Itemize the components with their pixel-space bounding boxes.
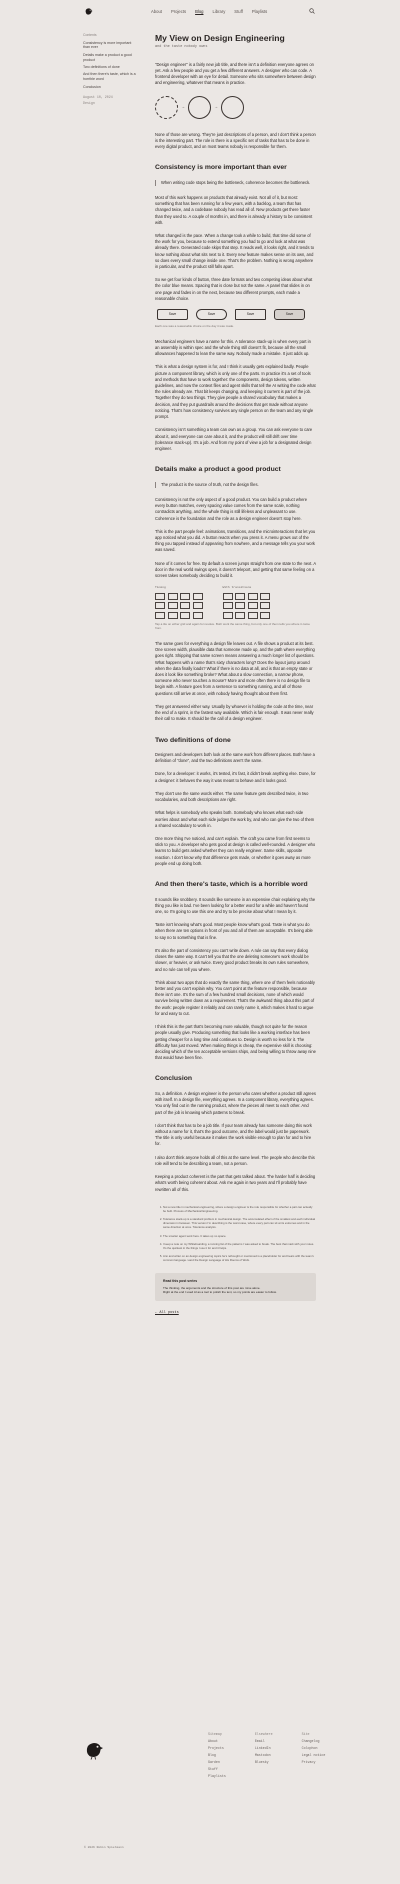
post-date: August 10, 2024 xyxy=(83,95,113,100)
circle-engineering xyxy=(221,96,244,119)
footer-link[interactable]: Changelog xyxy=(301,1738,320,1743)
main-nav xyxy=(151,9,267,14)
toc-item[interactable]: Consistency is more important than ever xyxy=(83,40,132,50)
post-title: My View on Design Engineering xyxy=(155,33,285,43)
paragraph: Consistency isn't something a team can own as a group. You can ask everyone to care about it, and everyone can care about it, and the product will still drift over time (tolerance stack-up). It's a job. And from my point of view a job for a designated design engineer. xyxy=(155,427,313,451)
footnote: 2. Tolerance stack-up is a standard problem in mechanical design. The accumulated effect of the smallest and each individual dimension in between. This version I'm describing is the worst case, where every part can sit at its extremes and in the same direction at once. Tolerance analysis. xyxy=(163,1217,316,1230)
footer-link[interactable]: Bluesky xyxy=(254,1759,269,1764)
tile[interactable] xyxy=(155,602,165,609)
figure-caption: Tap a tile on either grid and again for resolve. Both work the same thing, but only one of them tells you where it came from. xyxy=(155,621,310,631)
footer-heading: Sitemap xyxy=(208,1732,222,1736)
tile[interactable] xyxy=(223,602,233,609)
table-of-contents xyxy=(83,33,139,105)
paragraph: Consistency is not the only aspect of a good product. You can build a product where every button matches, every spacing value comes from the same scale, nothing contradicts anything, and the whole thing is still lifeless and unpleasant to use. Coherence is the foundation and the role as a design engineer doesn't stop here. xyxy=(155,496,308,521)
toc-section-label: Contents xyxy=(83,33,97,37)
tile[interactable] xyxy=(223,593,233,600)
toc-item[interactable]: Conclusion xyxy=(83,84,101,89)
copyright: © 2026 Robin Spielmann xyxy=(84,1846,124,1849)
tile[interactable] xyxy=(248,602,258,609)
footer-link[interactable]: Email xyxy=(254,1738,265,1743)
footer-link[interactable]: Stuff xyxy=(208,1766,218,1771)
footer-link[interactable]: Colophon xyxy=(301,1745,318,1750)
paragraph: The same goes for everything a design file leaves out. A file shows a product at its best. One screen width, plausible data that someone made up, and the path where everything goes right. Shipping that same screen means answering a much longer list of questions. What happens with a name that's sixty characters long? Does the layout jump around when the data finally loads? What if there is no data at all, and is that an empty state or does it look like something broke? What about a slow connection, a narrow phone, someone who never touches a mouse? More and more often there is no design file to begin with. A feature goes from a sentence to something running, and all of those questions still arrive at once, with nobody having thought about them first. xyxy=(155,640,315,696)
tile[interactable] xyxy=(235,593,245,600)
paragraph: What changed is the pace. When a change took a while to build, that time did some of the work for you, because to extend something you had to go and look at what was already there. Generated code skips that step. It reads well, it looks right, and it tends to know nothing about what sits next to it. Every new feature makes sense on its own, and so does every small change inside one. That's the problem. Nothing is wrong anywhere in particular, and the product still falls apart. xyxy=(155,232,315,270)
footnote: 5. Ann and writer on an design engineering topics he's rethought or mentioned is a placeholder for and bears with the team's common language. Land the Design Language of His Rooms of Work. xyxy=(163,1254,316,1262)
tile[interactable] xyxy=(248,612,258,619)
footnote: 1. Not a new title in mechanical engineering, where a design engineer is the role responsible for whether a part can actually be built. Process of Mechanical Engineering. xyxy=(163,1205,316,1213)
note-text: The thinking, the arguments and the structure of this post are mine alone. xyxy=(163,1285,261,1290)
author-note-box xyxy=(155,1273,316,1301)
nav-item-playlists[interactable]: Playlists xyxy=(251,9,268,14)
paragraph: Designers and developers both look at the same work from different places. Both have a definition of "done", and the two definitions aren't the same. xyxy=(155,752,315,764)
all-posts-link[interactable]: ← All posts xyxy=(155,1310,179,1315)
bird-logo-icon[interactable] xyxy=(84,7,93,16)
footer-column-sitemap xyxy=(208,1731,226,1779)
footer-link[interactable]: Mastodon xyxy=(254,1752,271,1757)
paragraph: Most of this work happens on products that already exist. Not all of it, but most: something that has been running for a few years, with a backlog, a team that has changed twice, and a codebase nobody has read all of. New products get there faster than they used to. A couple of months in, and there is already a history to be consistent with. xyxy=(155,194,313,225)
paragraph: Mechanical engineers have a name for this. A tolerance stack-up is when every part in an assembly is within spec and the whole thing still doesn't fit, because all the small allowances happened to lean the same way. Nobody made a mistake. It just adds up. xyxy=(155,338,311,357)
paragraph: I also don't think anyone holds all of this at the same level. The people who describe this role will tend to be describing a team, not a person. xyxy=(155,1154,315,1166)
tile[interactable] xyxy=(223,612,233,619)
arrow-icon: → xyxy=(214,104,218,110)
paragraph: Think about two apps that do exactly the same thing, where one of them feels noticeably better and you can't explain why. You can't point at the feature responsible, because there isn't one. It's the sum of a few hundred small decisions, none of which would survive being written down as a requirement. That's the awkward thing about this part of the work: people register it reliably and can rarely name it, which makes it hard to argue for and easy to cut. xyxy=(155,979,315,1016)
venn-illustration xyxy=(155,94,316,122)
nav-item-library[interactable]: Library xyxy=(212,9,226,14)
paragraph: I don't think that has to be a job title. If your team already has someone doing this work without a name for it, that's the good outcome, and the label would just be paperwork. The title is only useful because it makes the work visible enough to plan for and to hire for. xyxy=(155,1122,312,1147)
button-variants-demo xyxy=(155,309,316,320)
paragraph: One more thing I've noticed, and can't explain. The craft you came from first seems to stick to you. A developer who gets good at design is called well-rounded. A designer who learns to build gets asked whether they can really engineer. Same skills, opposite reaction. I don't know why that difference gets made, or whether it goes away as more people end up doing both. xyxy=(155,836,316,866)
paragraph: None of those are wrong. They're just descriptions of a person, and I don't think a person is the interesting part. The role is there is a specific set of tasks that has to be done in every digital product, and on most teams nobody is responsible for them. xyxy=(155,131,316,149)
tile[interactable] xyxy=(260,612,270,619)
pull-quote: When writing code stops being the bottleneck, coherence becomes the bottleneck. xyxy=(155,180,316,186)
nav-item-blog[interactable]: Blog xyxy=(195,9,204,14)
paragraph: This is what a design system is for, and I think it usually gets explained badly. People picture a component library, which is only one of the parts. In practice it's a set of tools and methods that have to work together: the components, design tokens, written guidelines, and now the context files and agent skills that tell the AI writing the code what the rules already are. That bit keeps changing, and keeping it current is part of the job. Together they do two things. They give people a shared vocabulary that makes a decision, and they put guardrails around the decisions that get made without anyone noticing. That's how consistency survives any single person on the team and any single prompt. xyxy=(155,364,316,420)
tile[interactable] xyxy=(235,602,245,609)
paragraph: So we get four kinds of button, three date formats and two competing ideas about what the color blue means. Spacing that is close but not the same. A panel that slides in on one page and fades in on the next, because two different prompts, each made a reasonable choice. xyxy=(155,277,313,301)
tile[interactable] xyxy=(155,593,165,600)
footer-heading: Site xyxy=(301,1732,310,1736)
tile[interactable] xyxy=(168,593,178,600)
section-heading: Details make a product a good product xyxy=(155,466,281,474)
tile[interactable] xyxy=(193,602,203,609)
footer-link[interactable]: Legal notice xyxy=(301,1752,326,1757)
tile[interactable] xyxy=(248,593,258,600)
paragraph: So, a definition. A design engineer is the person who cares whether a product still agrees with itself. In a design file, everything agrees. In a component library, everything agrees. You only find out in the running product, where the pieces all meet to each other. And part of the job is knowing which patterns to break. xyxy=(155,1090,316,1115)
grid-label: With transitions xyxy=(222,586,252,590)
grid-label: Timing xyxy=(155,586,166,590)
footer-link[interactable]: Blog xyxy=(208,1752,216,1757)
paragraph: This is the part people feel: animations, transitions, and the microinteractions that let you app noticed what you did. A button reacts when you press it. A menu grows out of the thing you tapped instead of appearing from nowhere, and a message tells you your work was saved. xyxy=(155,528,316,553)
footer-heading: Elsewhere xyxy=(254,1732,273,1736)
section-heading: Conclusion xyxy=(155,1075,193,1083)
paragraph: Done, for a developer: it works, it's tested, it's fast, it didn't break anything else. Done, for a designer: it behaves the way it was meant to behave and it looks good. xyxy=(155,771,316,783)
footer-link[interactable]: LinkedIn xyxy=(254,1745,271,1750)
tile[interactable] xyxy=(180,612,190,619)
circle-design xyxy=(155,96,178,119)
section-heading: Consistency is more important than ever xyxy=(155,164,287,172)
save-button[interactable]: Save xyxy=(235,309,266,320)
paragraph: "Design engineer" is a fairly new job title, and there isn't a definition everyone agrees on yet. Ask a few people and you get a few different answers. A designer who can code. A frontend developer with an eye for detail. Someone who sits somewhere between design and engineering, whatever that means in practice. xyxy=(155,61,316,86)
footnote: 4. I keep a note on my Whiteboarding, a running list of the patterns I was asked to break. The best that mark with your notes. It's the quickest in the things I use it for and it helps. xyxy=(163,1242,316,1250)
note-title: Read this post series xyxy=(163,1278,198,1283)
footer-link[interactable]: About xyxy=(208,1738,218,1743)
footer-link[interactable]: Playlists xyxy=(208,1773,226,1778)
tile[interactable] xyxy=(168,612,178,619)
tile-grid-demo xyxy=(155,586,316,619)
tile[interactable] xyxy=(260,593,270,600)
paragraph: They get answered either way. Usually by whoever is holding the code at the time, near the end of a sprint, in the fastest way available. Which is fair enough. It was never really their call to make. It should be the call of a design engineer. xyxy=(155,703,314,722)
footer-links xyxy=(208,1731,325,1779)
save-button[interactable]: Save xyxy=(274,309,305,320)
save-button[interactable]: Save xyxy=(157,309,188,320)
tile[interactable] xyxy=(193,593,203,600)
tile[interactable] xyxy=(155,612,165,619)
article xyxy=(155,33,316,1316)
tile[interactable] xyxy=(235,612,245,619)
paragraph: What helps is somebody who speaks both. Somebody who knows what each side worries about and what each side judges the work by, and who can give the two of them a shared vocabulary to work in. xyxy=(155,810,315,828)
footer-link[interactable]: Garden xyxy=(208,1759,220,1764)
nav-item-about[interactable]: About xyxy=(151,9,162,14)
footer-column-site xyxy=(302,1731,326,1779)
section-heading: Two definitions of done xyxy=(155,736,231,744)
bird-logo-icon[interactable] xyxy=(84,1740,104,1760)
tile[interactable] xyxy=(193,612,203,619)
toc-item[interactable]: Two definitions of done xyxy=(83,64,120,69)
post-category[interactable]: Design xyxy=(83,100,95,105)
grid-with-transitions xyxy=(223,586,271,619)
paragraph: Taste isn't knowing what's good. Most people know what's good. Taste is what you do when there are ten options in front of you and all of them are acceptable. It's being able to say no to something that is fine. xyxy=(155,922,313,940)
toc-item[interactable]: And then there's taste, which is a horrible word xyxy=(83,72,136,82)
paragraph: It sounds like snobbery. It sounds like someone in an expensive chair explaining why the thing you like is bad. I've been looking for a better word for a while and haven't found one, so I'm going to use this one and try to be precise about what I mean by it. xyxy=(155,896,316,915)
tile[interactable] xyxy=(180,593,190,600)
toc-item[interactable]: Details make a product a good product xyxy=(83,52,132,62)
figure-caption: Each one was a reasonable choice on the day it was made. xyxy=(155,324,235,329)
paragraph: Keeping a product coherent is the part that gets talked about. The harder half is deciding what's worth being coherent about. Ask me again in two years and I'll probably have rewritten all of this. xyxy=(155,1174,316,1192)
circle-middle xyxy=(188,96,211,119)
search-icon[interactable] xyxy=(309,8,315,14)
grid-without-transitions xyxy=(155,586,203,619)
top-navigation xyxy=(0,0,400,22)
arrow-icon: → xyxy=(181,104,185,110)
tile[interactable] xyxy=(260,602,270,609)
post-subtitle: and the taste nobody owns xyxy=(155,45,208,50)
paragraph: It's also the part of consistency you can't write down. A rule can say that every dialog closes the same way. It can't tell you that the one deleting someone's work should be slower, or heavier, or ask twice. Every good product breaks its own rules somewhere, and no rule can tell you where. xyxy=(155,947,310,972)
footnotes xyxy=(155,1205,316,1263)
footer-link[interactable]: Privacy xyxy=(301,1759,316,1764)
footnote: 3. The smarter agent work here. It takes up no space. xyxy=(163,1234,316,1238)
tile[interactable] xyxy=(168,602,178,609)
paragraph: I think this is the part that's becoming more valuable, though not quite for the reason people usually give. Producing something that looks like a working interface has been getting cheaper for a long time and continues to. Design is worth no less for it. The difficulty has just moved. When making things is cheap, the expensive skill is choosing: deciding which of the ten acceptable versions ships, and being willing to throw away nine that would have been fine. xyxy=(155,1024,316,1061)
section-heading: And then there's taste, which is a horrible word xyxy=(155,881,308,889)
save-button[interactable]: Save xyxy=(196,309,227,320)
tile[interactable] xyxy=(180,602,190,609)
nav-item-projects[interactable]: Projects xyxy=(170,9,187,14)
footer-link[interactable]: Projects xyxy=(208,1745,224,1750)
pull-quote: The product is the source of truth, not the design files. xyxy=(155,482,316,488)
note-text: Right at the end I used AI as a tool to polish the text, so my points are easier to follow. xyxy=(163,1290,277,1295)
paragraph: None of it comes for free. By default a screen jumps straight from one state to the next. A door in the real world swings open, it doesn't teleport, and getting that same feeling on a screen takes somebody deciding to build it. xyxy=(155,560,316,579)
paragraph: They don't use the same words either. The same feature gets described twice, in two vocabularies, and both descriptions are right. xyxy=(155,790,309,803)
footer-column-elsewhere xyxy=(255,1731,273,1779)
nav-item-stuff[interactable]: Stuff xyxy=(234,9,243,14)
